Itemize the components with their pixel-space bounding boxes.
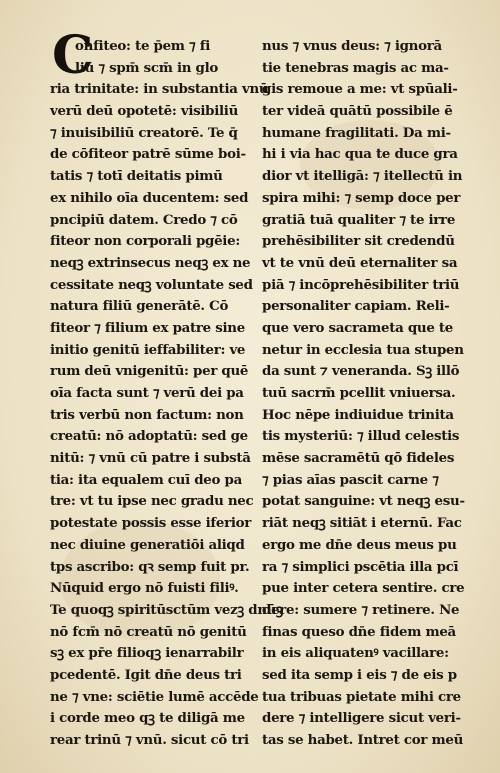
left-column-line: rum deū vnigenitū: per quē [50,363,249,380]
left-column-line: potestate possis esse iferior [50,515,251,532]
right-column-line: gis remoue a me: vt spūali- [262,81,458,98]
right-column-line: Hoc nēpe indiuidue trinita [262,406,454,423]
right-column-line: ⁊ pias aīas pascit carne ⁊ [262,471,439,488]
right-column-line: tas se habet. Intret cor meū [262,732,464,748]
right-column-line: pue inter cetera sentire. cre [262,580,465,597]
left-column-line: nitū: ⁊ vnū cū patre i substā [50,450,251,467]
left-column-line: sꝫ ex pr̄e filioqꝫ ienarrabilr [50,645,244,662]
right-column-line: finas queso dn̄e fidem meā [262,623,456,640]
right-column-line: piā ⁊ incōprehēsibiliter triū [262,276,460,293]
left-column-line: nō fcm̄ nō creatū nō genitū [50,623,247,640]
left-column-line: initio genitū ieffabiliter: ve [50,341,246,358]
left-column-line: fiteor non corporali pgēie: [50,233,240,250]
left-column-line: Nūquid ergo nō fuisti filiꝰ. [50,580,239,597]
left-column-line: de cōfiteor patrē sūme boi- [50,146,246,163]
left-column-line: ria trinitate: in substantia vnū [50,81,269,98]
left-column-line: tatis ⁊ totī deitatis pimū [50,168,223,185]
left-column-line: cessitate neqꝫ voluntate sed [50,276,253,293]
left-column-line: natura filiū generātē. Cō [50,298,229,315]
right-column-line: prehēsibiliter sit credendū [262,233,455,250]
right-column-line: spira mihi: ⁊ semp doce per [262,189,461,206]
right-column-line: tuū sacrm̄ pcellit vniuersa. [262,385,456,401]
left-column-line: rear trinū ⁊ vnū. sicut cō tri [50,732,249,748]
left-column-line: Te quoqꝫ spiritūsctūm vezꝫ dnūꝫ [50,601,283,618]
right-column-line: mēse sacramētū qō fideles [262,450,455,467]
left-column-line: liū ⁊ spm̄ scm̄ in glo [75,59,219,76]
left-column-line: nec diuine generatiōi aliqd [50,536,245,553]
right-column-line: tie tenebras magis ac ma- [262,59,449,76]
left-column-line: onfiteo: te p̄em ⁊ fi [75,38,211,54]
left-column-line: pcedentē. Igit dn̄e deus tri [50,666,242,683]
left-column-line: ⁊ inuisibiliū creatorē. Te q̄ [50,124,238,141]
right-column-line: ra ⁊ simplici pscētia illa pcī [262,558,459,575]
left-column-line: pncipiū datem. Credo ⁊ cō [50,211,238,228]
left-column-line: ne ⁊ vne: sciētie lumē accēde [50,688,259,705]
right-column-line: ergo me dn̄e deus meus pu [262,536,457,553]
right-column-line: dere: sumere ⁊ retinere. Ne [262,601,460,618]
right-column-line: tua tribuas pietate mihi cre [262,688,461,705]
left-column-line: i corde meo qꝫ te diligā me [50,710,245,727]
right-column-line: riāt neqꝫ sitiāt i eternū. Fac [262,515,462,532]
right-column-line: potat sanguine: vt neqꝫ esu- [262,493,465,510]
right-column-line: netur in ecclesia tua stupen [262,341,464,358]
right-column-line: tis mysteriū: ⁊ illud celestis [262,428,460,445]
right-column-line: que vero sacrameta que te [262,319,454,336]
left-column-line: creatū: nō adoptatū: sed ge [50,428,248,445]
left-text-column [50,36,283,752]
left-column-line: ex nihilo oīa ducentem: sed [50,189,249,206]
left-column-line: tre: vt tu ipse nec gradu nec [50,493,254,510]
right-column-line: dere ⁊ intelligere sicut veri- [262,710,461,727]
left-column-line: tia: ita equalem cuī deo pa [50,471,242,488]
right-column-line: hi i via hac qua te duce gra [262,146,458,163]
right-column-line: dior vt itelligā: ⁊ itellectū in [262,168,463,185]
left-column-line: neqꝫ extrinsecus neqꝫ ex ne [50,254,251,271]
left-column-line: fiteor ⁊ filium ex patre sine [50,319,245,336]
right-column-line: da sunt ⁊ veneranda. Sꝫ illō [262,363,460,380]
left-column-line: tris verbū non factum: non [50,406,244,423]
left-column-line: tps ascribo: qꝛ semp fuit pr. [50,558,250,575]
right-column-line: ter videā quātū possibile ē [262,103,453,120]
right-column-line: personaliter capiam. Reli- [262,298,450,315]
left-column-line: verū deū opotetē: visibiliū [50,103,239,120]
decorated-initial: C [52,25,94,86]
right-column-line: nus ⁊ vnus deus: ⁊ ignorā [262,38,442,54]
right-text-column [262,36,466,752]
right-column-line: humane fragilitati. Da mi- [262,124,451,141]
right-column-line: sed ita semp i eis ⁊ de eis p [262,666,457,683]
right-column-line: in eis aliquatenꝰ vacillare: [262,645,449,662]
right-column-line: vt te vnū deū eternaliter sa [262,254,458,271]
right-column-line: gratiā tuā qualiter ⁊ te irre [262,211,456,228]
left-column-line: oīa facta sunt ⁊ verū dei pa [50,385,244,401]
